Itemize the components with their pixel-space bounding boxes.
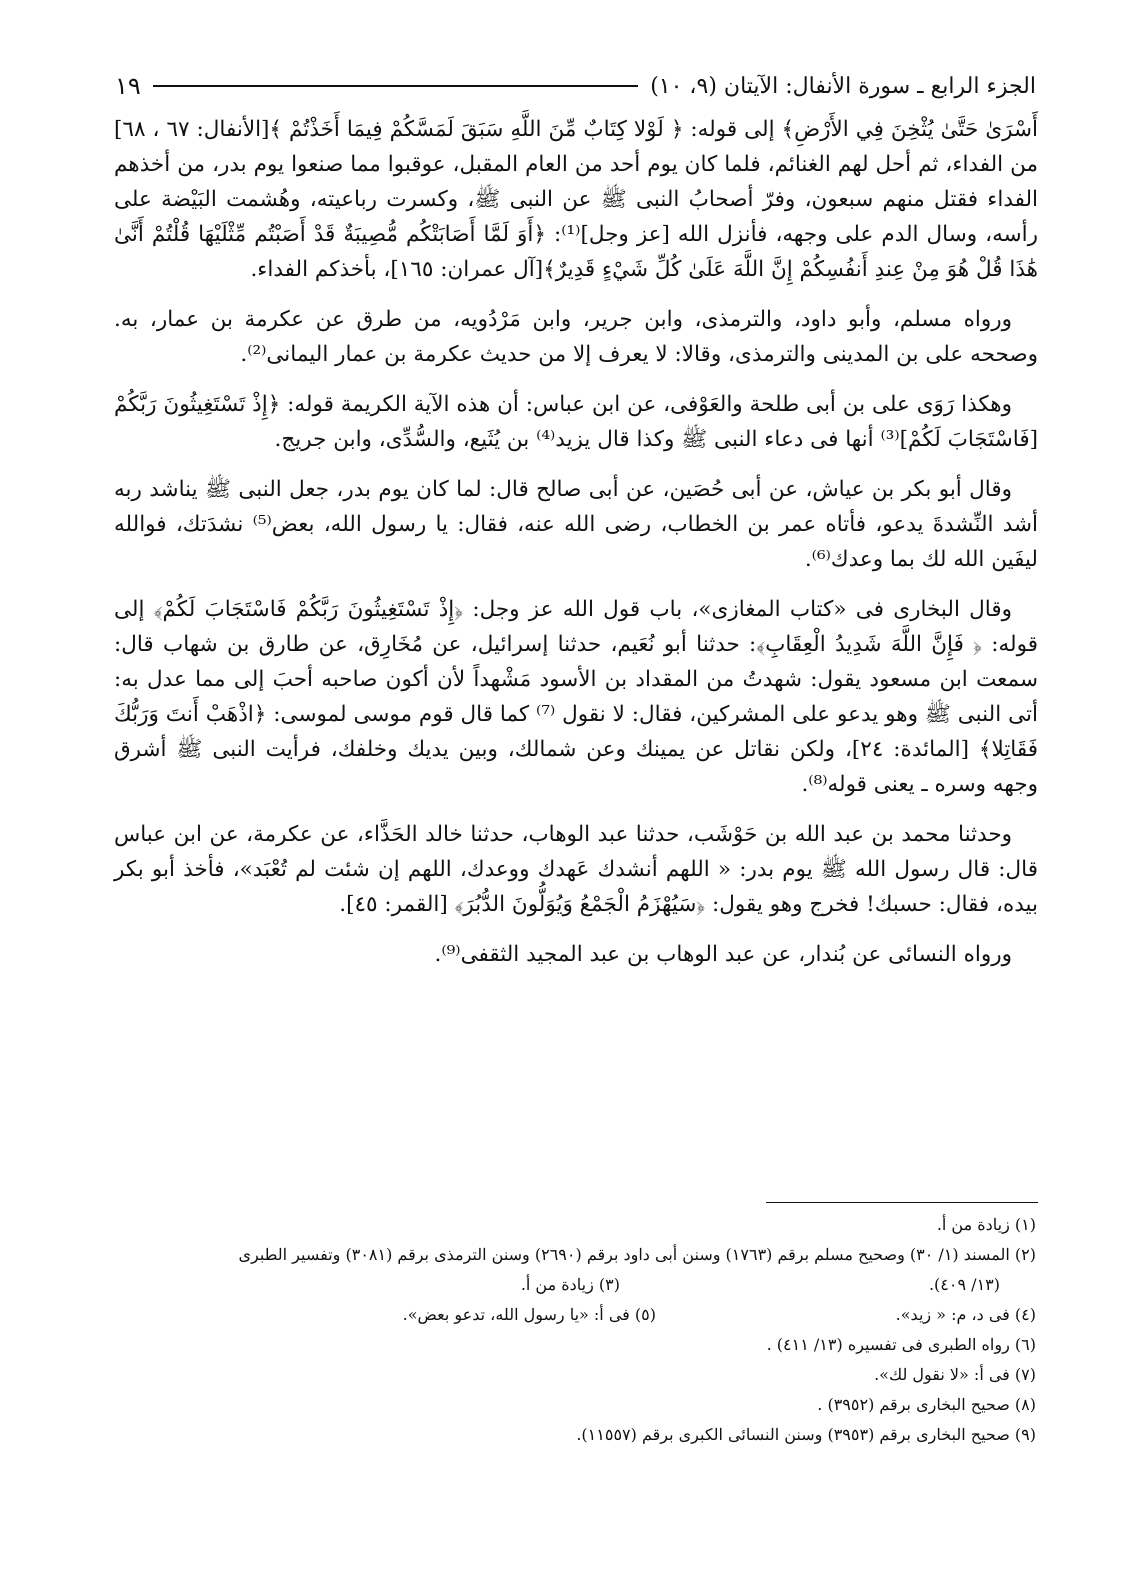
header-title: الجزء الرابع ـ سورة الأنفال: الآيتان (٩، ١٠) xyxy=(650,73,1036,99)
main-text xyxy=(114,112,1038,1192)
running-header xyxy=(115,66,1036,106)
paragraph-7: ورواه النسائى عن بُندار، عن عبد الوهاب بن عبد المجيد الثقفى⁽⁹⁾. xyxy=(434,942,1012,967)
paragraph-6: وحدثنا محمد بن عبد الله بن حَوْشَب، حدثنا عبد الوهاب، حدثنا خالد الحَذَّاء، عن عكرمة، عن ابن عباس قال: قال رسول الله ﷺ يوم بدر: « اللهم أنشدك عَهدك ووعدك، اللهم إن شئت لم تُعْبَد»، فأخذ أبو بكر بيده، فقال: حسبك! فخرج وهو يقول: ﴿سَيُهْزَمُ الْجَمْعُ وَيُوَلُّونَ الدُّبُرَ﴾ [القمر: ٤٥]. xyxy=(114,822,1038,917)
footnote-row-2b-3 xyxy=(160,1270,1036,1300)
footnote-5: (٥) فى أ: «يا رسول الله، تدعو بعض». xyxy=(402,1305,656,1324)
footnote-2: (٢) المسند (١/ ٣٠) وصحيح مسلم برقم (١٧٦٣) وسنن أبى داود برقم (٢٦٩٠) وسنن الترمذى برقم (٣٠٨١) وتفسير الطبرى xyxy=(238,1245,1036,1264)
paragraph-3: وهكذا رَوَى على بن أبى طلحة والعَوْفى، عن ابن عباس: أن هذه الآية الكريمة قوله: ﴿إِذْ تَسْتَغِيثُونَ رَبَّكُمْ [فَاسْتَجَابَ لَكُمْ]⁽³⁾ أنها فى دعاء النبى ﷺ وكذا قال يزيد⁽⁴⁾ بن يُثَيع، والسُّدِّى، وابن جريج. xyxy=(114,392,1038,452)
paragraph-2: ورواه مسلم، وأبو داود، والترمذى، وابن جرير، وابن مَرْدُويه، من طرق عن عكرمة بن عمار، به. وصححه على بن المدينى والترمذى، وقالا: لا يعرف إلا من حديث عكرمة بن عمار اليمانى⁽²⁾. xyxy=(114,307,1038,367)
footnote-1: (١) زيادة من أ. xyxy=(936,1215,1036,1234)
footnotes xyxy=(160,1210,1036,1450)
paragraph-1: أَسْرَىٰ حَتَّىٰ يُثْخِنَ فِي الأَرْضِ﴾ إلى قوله: ﴿ لَوْلا كِتَابٌ مِّنَ اللَّهِ سَبَقَ لَمَسَّكُمْ فِيمَا أَخَذْتُمْ ﴾[الأنفال: ٦٧ ، ٦٨] من الفداء، ثم أحل لهم الغنائم، فلما كان يوم أحد من العام المقبل، عوقبوا مما صنعوا يوم بدر، من أخذهم الفداء فقتل منهم سبعون، وفرّ أصحابُ النبى ﷺ عن النبى ﷺ، وكسرت رباعيته، وهُشمت البَيْضة على رأسه، وسال الدم على وجهه، فأنزل الله [عز وجل]⁽¹⁾: ﴿أَوَ لَمَّا أَصَابَتْكُم مُّصِيبَةٌ قَدْ أَصَبْتُم مِّثْلَيْهَا قُلْتُمْ أَنَّىٰ هَٰذَا قُلْ هُوَ مِنْ عِندِ أَنفُسِكُمْ إِنَّ اللَّهَ عَلَىٰ كُلِّ شَيْءٍ قَدِيرٌ﴾[آل عمران: ١٦٥]، بأخذكم الفداء. xyxy=(114,117,1039,282)
footnote-2-continued: (١٣/ ٤٠٩). xyxy=(928,1275,1000,1294)
paragraph-5: وقال البخارى فى «كتاب المغازى»، باب قول الله عز وجل: ﴿إِذْ تَسْتَغِيثُونَ رَبَّكُمْ فَاسْتَجَابَ لَكُمْ﴾ إلى قوله: ﴿ فَإِنَّ اللَّهَ شَدِيدُ الْعِقَابِ﴾: حدثنا أبو نُعَيم، حدثنا إسرائيل، عن مُخَارِق، عن طارق بن شهاب قال: سمعت ابن مسعود يقول: شهدتُ من المقداد بن الأسود مَشْهداً لأن أكون صاحبه أحبَ إلى مما عدل به: أتى النبى ﷺ وهو يدعو على المشركين، فقال: لا نقول ⁽⁷⁾ كما قال قوم موسى لموسى: ﴿اذْهَبْ أَنتَ وَرَبُّكَ فَقَاتِلا﴾ [المائدة: ٢٤]، ولكن نقاتل عن يمينك وعن شمالك، وبين يديك وخلفك، فرأيت النبى ﷺ أشرق وجهه وسره ـ يعنى قوله⁽⁸⁾. xyxy=(114,597,1039,797)
footnote-6: (٦) رواه الطبرى فى تفسيره (١٣/ ٤١١) . xyxy=(766,1335,1036,1354)
footnote-separator xyxy=(766,1202,1038,1203)
footnote-7: (٧) فى أ: «لا نقول لك». xyxy=(874,1365,1036,1384)
footnote-8: (٨) صحيح البخارى برقم (٣٩٥٢) . xyxy=(817,1395,1036,1414)
footnote-row-4-5 xyxy=(160,1300,1036,1330)
footnote-4: (٤) فى د، م: « زيد». xyxy=(895,1305,1036,1324)
header-rule xyxy=(153,85,638,87)
footnote-9: (٩) صحيح البخارى برقم (٣٩٥٣) وسنن النسائى الكبرى برقم (١١٥٥٧). xyxy=(576,1425,1036,1444)
footnote-3: (٣) زيادة من أ. xyxy=(520,1275,620,1294)
paragraph-4: وقال أبو بكر بن عياش، عن أبى حُصَين، عن أبى صالح قال: لما كان يوم بدر، جعل النبى ﷺ يناشد ربه أشد النِّشدةَ يدعو، فأتاه عمر بن الخطاب، رضى الله عنه، فقال: يا رسول الله، بعض⁽⁵⁾ نشدَتك، فوالله ليفَين الله لك بما وعدك⁽⁶⁾. xyxy=(114,477,1039,572)
page-number: ١٩ xyxy=(115,72,141,100)
